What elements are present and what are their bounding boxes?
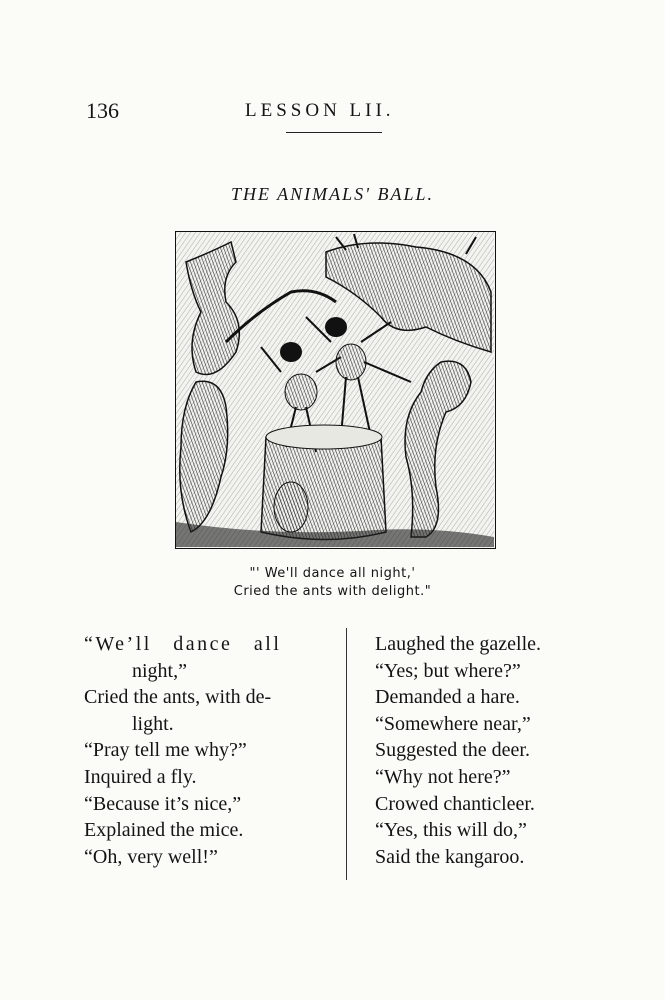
page-number: 136 [86, 98, 119, 123]
poem-line: “Somewhere near,” [375, 712, 531, 735]
poem-line: “Because it’s nice,” [84, 792, 242, 815]
poem-line: Crowed chanticleer. [375, 792, 535, 815]
poem-line: “We’ll dance all [84, 633, 282, 655]
illustration-caption-line-1: "' We'll dance all night,' [249, 566, 416, 581]
illustration-caption-line-2: Cried the ants with delight." [233, 584, 432, 599]
poem-line: Laughed the gazelle. [375, 633, 542, 655]
poem-left-column [84, 631, 340, 870]
poem-line: Inquired a fly. [84, 765, 197, 788]
poem-line: Explained the mice. [84, 819, 244, 842]
column-divider [346, 628, 347, 880]
header-rule [286, 132, 382, 133]
poem-line: “Oh, very well!” [84, 845, 218, 868]
poem-line: light. [132, 712, 174, 735]
poem-line: Demanded a hare. [375, 686, 520, 709]
poem-line: “Pray tell me why?” [84, 739, 247, 762]
poem-line: “Yes; but where?” [375, 659, 521, 682]
poem-line: “Yes, this will do,” [375, 819, 527, 842]
poem-right-column [375, 631, 595, 870]
poem-line: Said the kangaroo. [375, 845, 525, 868]
engraving-illustration [175, 231, 496, 549]
poem-line: night,” [132, 659, 187, 682]
poem-line: “Why not here?” [375, 765, 511, 788]
running-head: LESSON LII. [245, 100, 395, 121]
poem-line: Cried the ants, with de- [84, 686, 272, 709]
lesson-title: THE ANIMALS' BALL. [230, 184, 435, 204]
poem-line: Suggested the deer. [375, 739, 530, 762]
